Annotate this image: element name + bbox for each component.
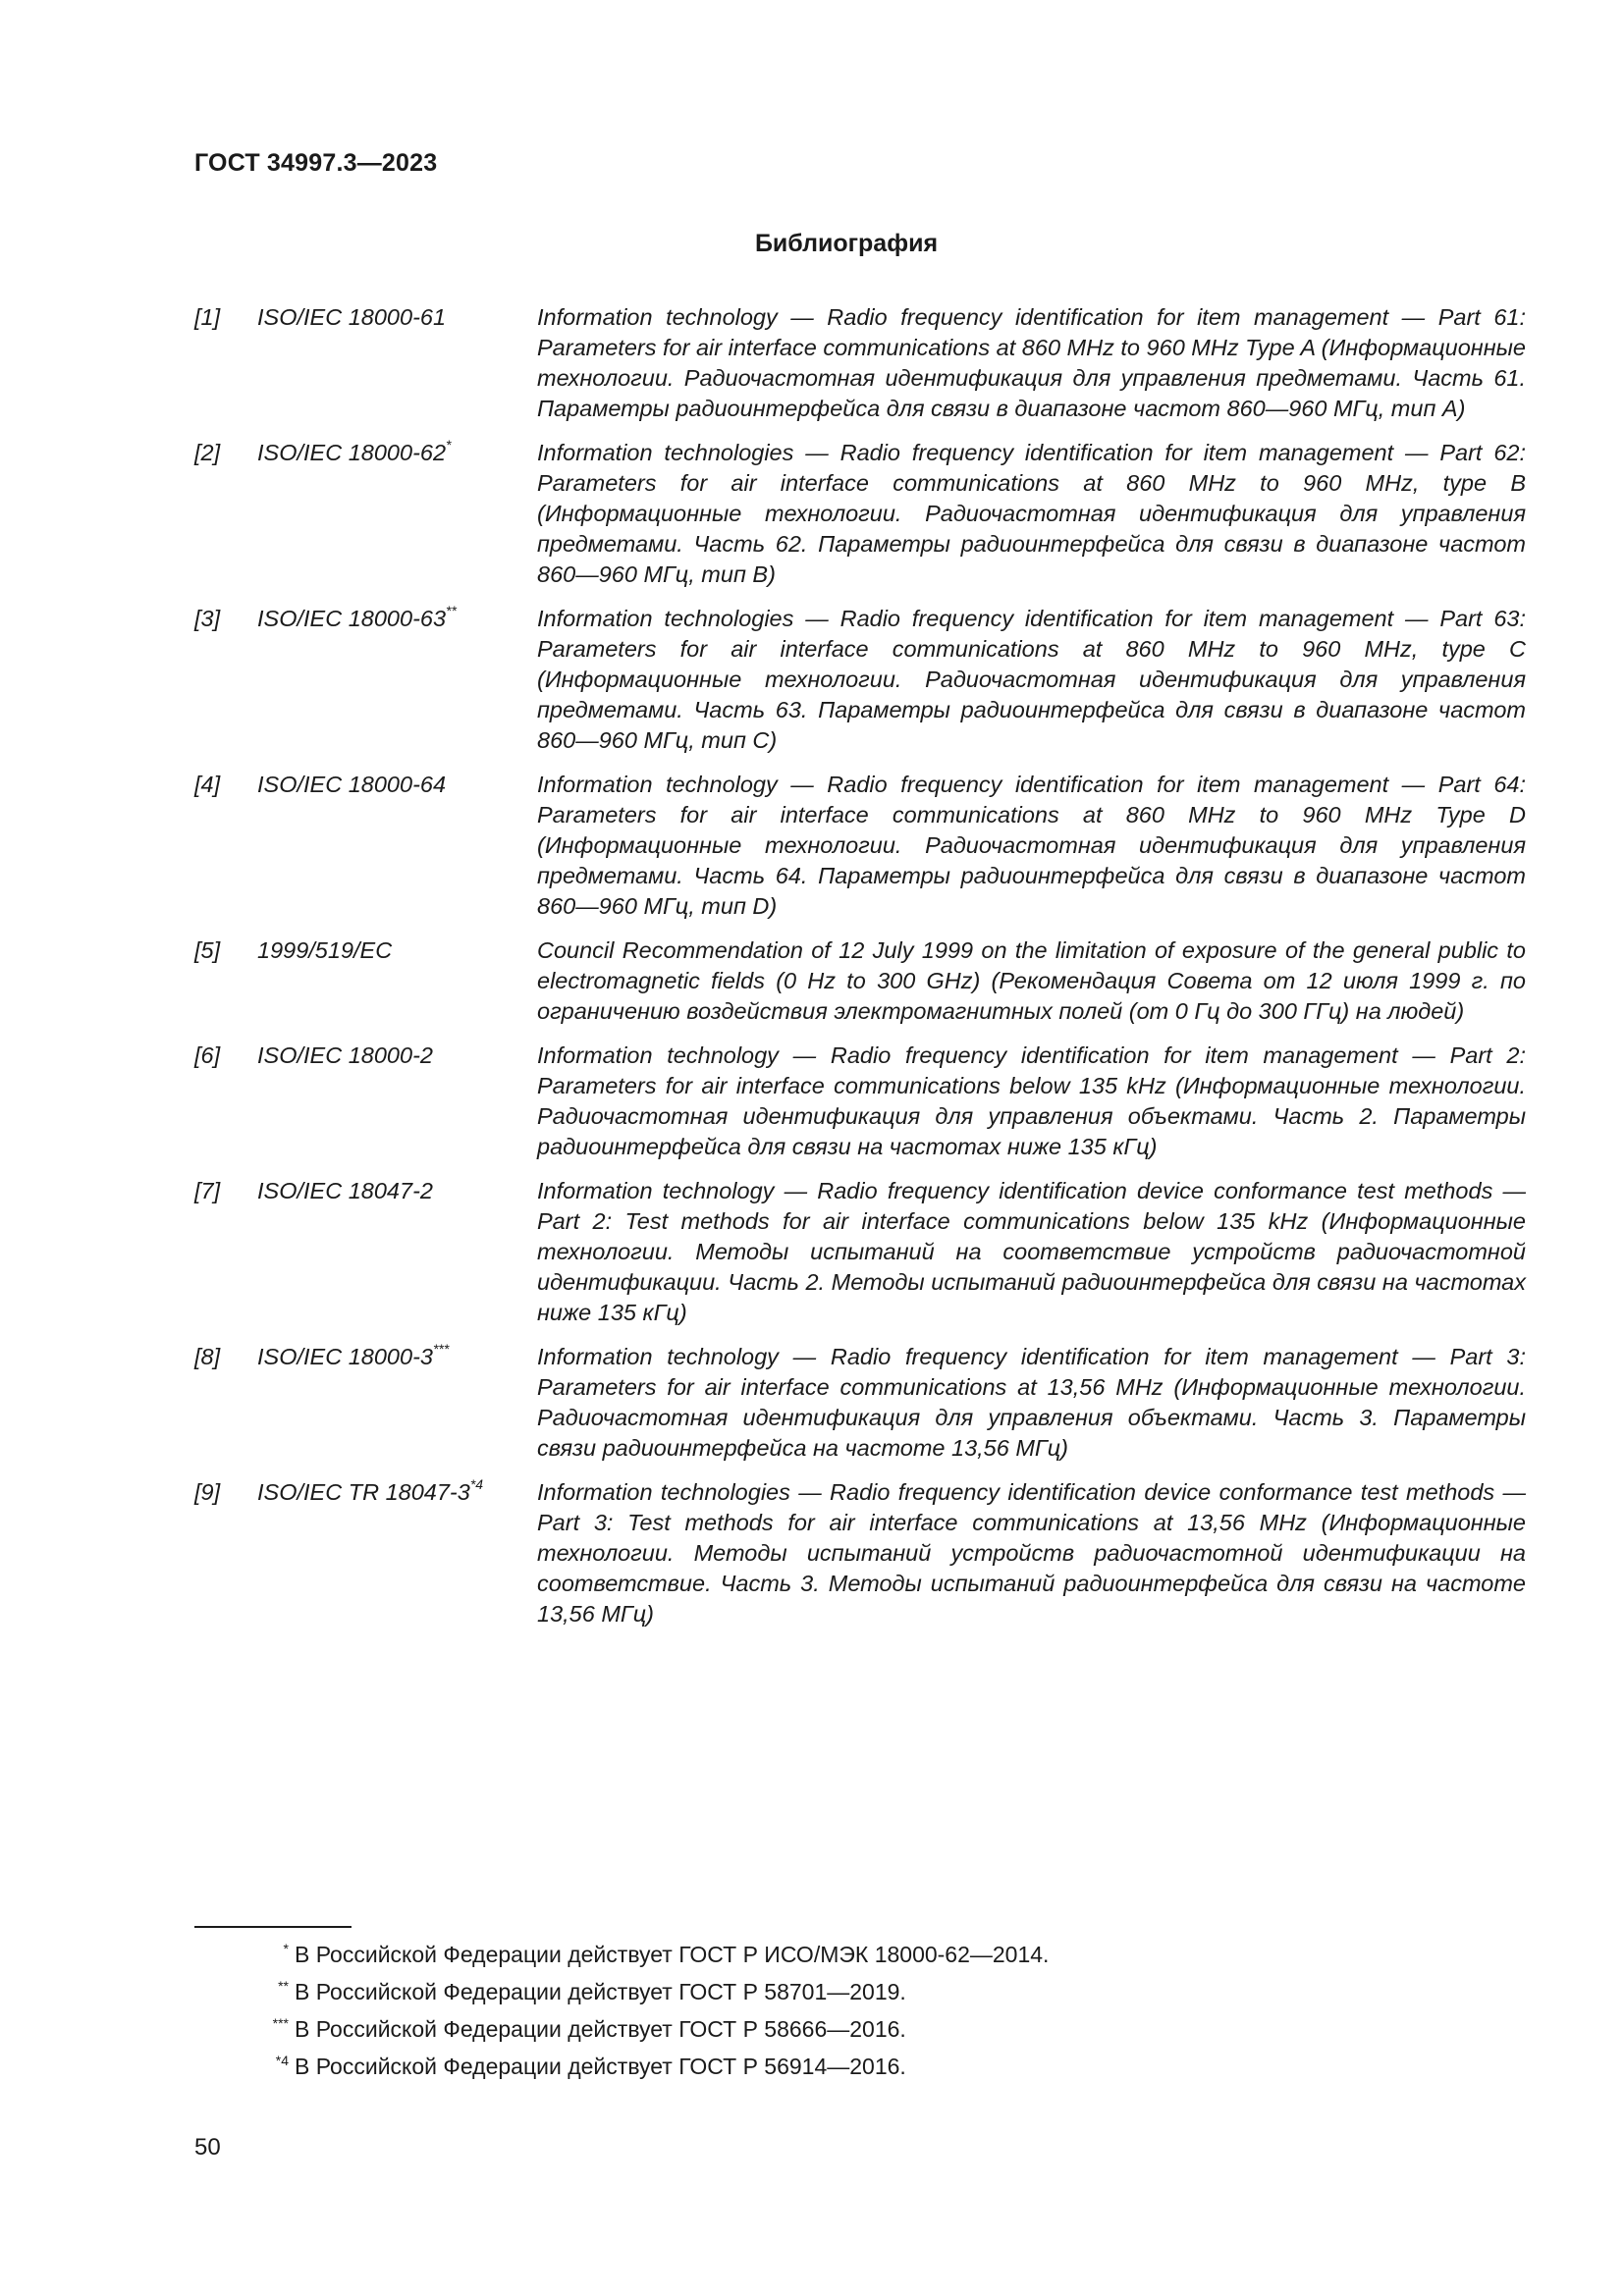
- entry-description: Information technology — Radio frequency identification for item management — Part 3: Parameters for air interface communications at 13,56 MHz (Информационные технологии. Радиочастотная идентификация для управления объектами. Часть 3. Параметры связи радиоинтерфейса на частоте 13,56 МГц): [537, 1344, 1526, 1461]
- entry-code-text: ISO/IEC 18000-62: [257, 440, 447, 465]
- entry-number: [2]: [194, 440, 221, 465]
- footnote-text: В Российской Федерации действует ГОСТ Р 58701—2019.: [295, 1979, 906, 2004]
- entry-code: [257, 770, 537, 922]
- footnote: [255, 2006, 1434, 2044]
- entry-code: [257, 438, 537, 590]
- bibliography-entry: [194, 1176, 1526, 1328]
- bibliography-title: Библиография: [754, 230, 939, 257]
- footnote-mark: **: [278, 1978, 289, 1994]
- entry-description: Information technology — Radio frequency identification for item management — Part 64: Parameters for air interface communications at 860 MHz to 960 MHz Type D (Информационные технологии. Радиочастотная идентификация для управления предметами. Часть 64. Параметры радиоинтерфейса для связи в диапазоне частот 860—960 МГц, тип D): [537, 772, 1526, 919]
- page-number: 50: [194, 2134, 221, 2161]
- entry-code: [257, 302, 537, 424]
- entry-footnote-mark: *: [446, 437, 452, 454]
- bibliography-entry: [194, 604, 1526, 756]
- footnote: [255, 1969, 1434, 2006]
- entry-description: Information technology — Radio frequency identification for item management — Part 61: Parameters for air interface communications at 860 MHz to 960 MHz Type A (Информационные технологии. Радиочастотная идентификация для управления предметами. Часть 61. Параметры радиоинтерфейса для связи в диапазоне частот 860—960 МГц, тип A): [537, 304, 1526, 421]
- entry-number: [3]: [194, 606, 221, 631]
- entry-description: Information technologies — Radio frequency identification for item management — Part 63: Parameters for air interface communications at 860 MHz to 960 MHz, type C (Информационные технологии. Радиочастотная идентификация для управления предметами. Часть 63. Параметры радиоинтерфейса для связи в диапазоне частот 860—960 МГц, тип C): [537, 606, 1526, 753]
- bibliography-entry: [194, 438, 1526, 590]
- entry-code-text: ISO/IEC TR 18047-3: [257, 1479, 470, 1505]
- entry-description: Information technology — Radio frequency identification for item management — Part 2: Parameters for air interface communications below 135 kHz (Информационные технологии. Радиочастотная идентификация для управления объектами. Часть 2. Параметры радиоинтерфейса для связи на частотах ниже 135 кГц): [537, 1042, 1526, 1159]
- bibliography-entry: [194, 1041, 1526, 1162]
- entry-footnote-mark: ***: [432, 1341, 450, 1358]
- entry-code: [257, 1477, 537, 1629]
- bibliography-entry: [194, 1477, 1526, 1629]
- entry-number: [5]: [194, 937, 221, 963]
- entry-number: [8]: [194, 1344, 221, 1369]
- footnote-separator: [194, 1926, 352, 1928]
- entry-footnote-mark: **: [446, 603, 457, 619]
- entry-description: Council Recommendation of 12 July 1999 on the limitation of exposure of the general public to electromagnetic fields (0 Hz to 300 GHz) (Рекомендация Совета от 12 июля 1999 г. по ограничению воздействия электромагнитных полей (от 0 Гц до 300 ГГц) на людей): [537, 937, 1526, 1024]
- entry-code-text: ISO/IEC 18000-64: [257, 772, 447, 797]
- entry-description: Information technology — Radio frequency identification device conformance test methods — Part 2: Test methods for air interface communications below 135 kHz (Информационные технологии. Методы испытаний на соответствие устройств радиочастотной идентификации. Часть 2. Методы испытаний радиоинтерфейса для связи на частотах ниже 135 кГц): [537, 1178, 1526, 1325]
- entry-code: [257, 935, 537, 1027]
- bibliography-list: [194, 302, 1526, 1643]
- entry-description: Information technologies — Radio frequency identification for item management — Part 62: Parameters for air interface communications at 860 MHz to 960 MHz, type B (Информационные технологии. Радиочастотная идентификация для управления предметами. Часть 62. Параметры радиоинтерфейса для связи в диапазоне частот 860—960 МГц, тип B): [537, 440, 1526, 587]
- bibliography-entry: [194, 770, 1526, 922]
- footnote-mark: *4: [275, 2053, 289, 2068]
- bibliography-entry: [194, 302, 1526, 424]
- bibliography-entry: [194, 935, 1526, 1027]
- entry-code-text: ISO/IEC 18047-2: [257, 1178, 433, 1203]
- entry-code: [257, 1041, 537, 1162]
- entry-number: [7]: [194, 1178, 221, 1203]
- footnote-text: В Российской Федерации действует ГОСТ Р 58666—2016.: [295, 2016, 906, 2042]
- entry-code: [257, 1342, 537, 1464]
- entry-code-text: ISO/IEC 18000-2: [257, 1042, 433, 1068]
- footnote-text: В Российской Федерации действует ГОСТ Р 56914—2016.: [295, 2054, 906, 2079]
- entry-footnote-mark: *4: [469, 1476, 484, 1493]
- entry-code-text: 1999/519/EC: [257, 937, 393, 963]
- footnote-mark: ***: [272, 2015, 289, 2031]
- footnotes: [255, 1932, 1434, 2081]
- bibliography-entry: [194, 1342, 1526, 1464]
- footnote: [255, 1932, 1434, 1969]
- entry-code-text: ISO/IEC 18000-61: [257, 304, 447, 330]
- entry-number: [1]: [194, 304, 221, 330]
- entry-number: [6]: [194, 1042, 221, 1068]
- footnote-mark: *: [283, 1941, 289, 1956]
- entry-number: [9]: [194, 1479, 221, 1505]
- footnote: [255, 2044, 1434, 2081]
- footnote-text: В Российской Федерации действует ГОСТ Р ИСО/МЭК 18000-62—2014.: [295, 1942, 1050, 1967]
- standard-code-header: ГОСТ 34997.3—2023: [194, 149, 438, 177]
- entry-code-text: ISO/IEC 18000-63: [257, 606, 447, 631]
- entry-description: Information technologies — Radio frequency identification device conformance test methods — Part 3: Test methods for air interface communications at 13,56 MHz (Информационные технологии. Методы испытаний устройств радиочастотной идентификации на соответствие. Часть 3. Методы испытаний радиоинтерфейса для связи на частоте 13,56 МГц): [537, 1479, 1526, 1627]
- entry-code: [257, 1176, 537, 1328]
- entry-number: [4]: [194, 772, 221, 797]
- entry-code: [257, 604, 537, 756]
- entry-code-text: ISO/IEC 18000-3: [257, 1344, 433, 1369]
